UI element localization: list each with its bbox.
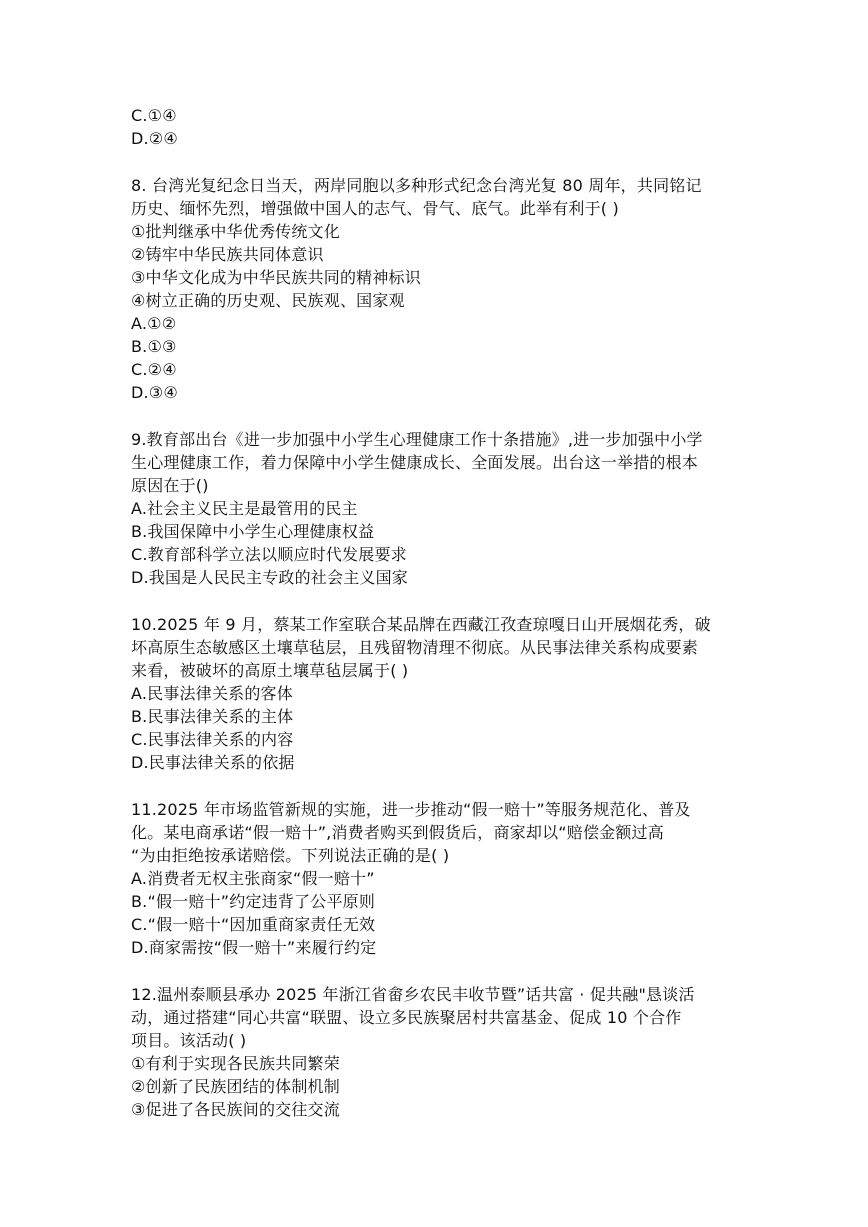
question-stem-line: 化。某电商承诺“假一赔十”,消费者购买到假货后，商家却以“赔偿金额过高: [131, 823, 664, 842]
question-10: [131, 613, 751, 774]
statement-item: ①有利于实现各民族共同繁荣: [131, 1054, 340, 1073]
question-stem-line: 坏高原生态敏感区土壤草毡层，且残留物清理不彻底。从民事法律关系构成要素: [131, 638, 699, 657]
statement-item: ②铸牢中华民族共同体意识: [131, 245, 324, 264]
option-line: C.②④: [131, 360, 177, 379]
option-line: B.我国保障中小学生心理健康权益: [131, 522, 375, 541]
option-line: D.③④: [131, 383, 178, 402]
option-line: A.社会主义民主是最管用的民主: [131, 499, 358, 518]
statement-item: ③中华文化成为中华民族共同的精神标识: [131, 268, 421, 287]
option-line: C.①④: [131, 106, 177, 125]
question-stem-line: 9.教育部出台《进一步加强中小学生心理健康工作十条措施》,进一步加强中小学: [131, 430, 703, 449]
option-line: D.②④: [131, 129, 178, 148]
question-stem-line: 动，通过搭建“同心共富“联盟、设立多民族聚居村共富基金、促成 10 个合作: [131, 1008, 682, 1027]
option-line: D.商家需按“假一赔十”来履行约定: [131, 938, 377, 957]
question-stem-line: 8. 台湾光复纪念日当天，两岸同胞以多种形式纪念台湾光复 80 周年，共同铭记: [131, 176, 702, 195]
option-line: D.民事法律关系的依据: [131, 753, 295, 772]
question-stem-line: “为由拒绝按承诺赔偿。下列说法正确的是( ): [131, 846, 450, 865]
previous-question-options: [131, 104, 751, 150]
statement-item: ②创新了民族团结的体制机制: [131, 1077, 340, 1096]
option-line: B.“假一赔十”约定违背了公平原则: [131, 892, 376, 911]
question-stem-line: 项目。该活动( ): [131, 1031, 247, 1050]
option-line: C.“假一赔十“因加重商家责任无效: [131, 915, 376, 934]
option-line: A.①②: [131, 314, 177, 333]
question-stem-line: 10.2025 年 9 月，蔡某工作室联合某品牌在西藏江孜查琼嘎日山开展烟花秀，破: [131, 615, 711, 634]
option-line: B.民事法律关系的主体: [131, 707, 294, 726]
statement-item: ①批判继承中华优秀传统文化: [131, 222, 340, 241]
option-line: A.消费者无权主张商家“假一赔十”: [131, 869, 375, 888]
option-line: D.我国是人民民主专政的社会主义国家: [131, 568, 409, 587]
question-9: [131, 428, 751, 589]
statement-item: ③促进了各民族间的交往交流: [131, 1100, 340, 1119]
question-stem-line: 历史、缅怀先烈，增强做中国人的志气、骨气、底气。此举有利于( ): [131, 199, 619, 218]
option-line: B.①③: [131, 337, 177, 356]
question-stem-line: 来看，被破坏的高原土壤草毡层属于( ): [131, 661, 409, 680]
statement-item: ④树立正确的历史观、民族观、国家观: [131, 291, 405, 310]
option-line: C.民事法律关系的内容: [131, 730, 294, 749]
option-line: A.民事法律关系的客体: [131, 684, 293, 703]
option-line: C.教育部科学立法以顺应时代发展要求: [131, 545, 407, 564]
question-8: [131, 174, 751, 404]
question-stem-line: 原因在于(): [131, 476, 209, 495]
question-stem-line: 生心理健康工作，着力保障中小学生健康成长、全面发展。出台这一举措的根本: [131, 453, 699, 472]
question-stem-line: 11.2025 年市场监管新规的实施，进一步推动“假一赔十”等服务规范化、普及: [131, 800, 691, 819]
question-12: [131, 983, 751, 1121]
question-11: [131, 798, 751, 959]
exam-page: [131, 104, 751, 1121]
question-stem-line: 12.温州泰顺县承办 2025 年浙江省畲乡农民丰收节暨”话共富 · 促共融"恳谈活: [131, 985, 695, 1004]
